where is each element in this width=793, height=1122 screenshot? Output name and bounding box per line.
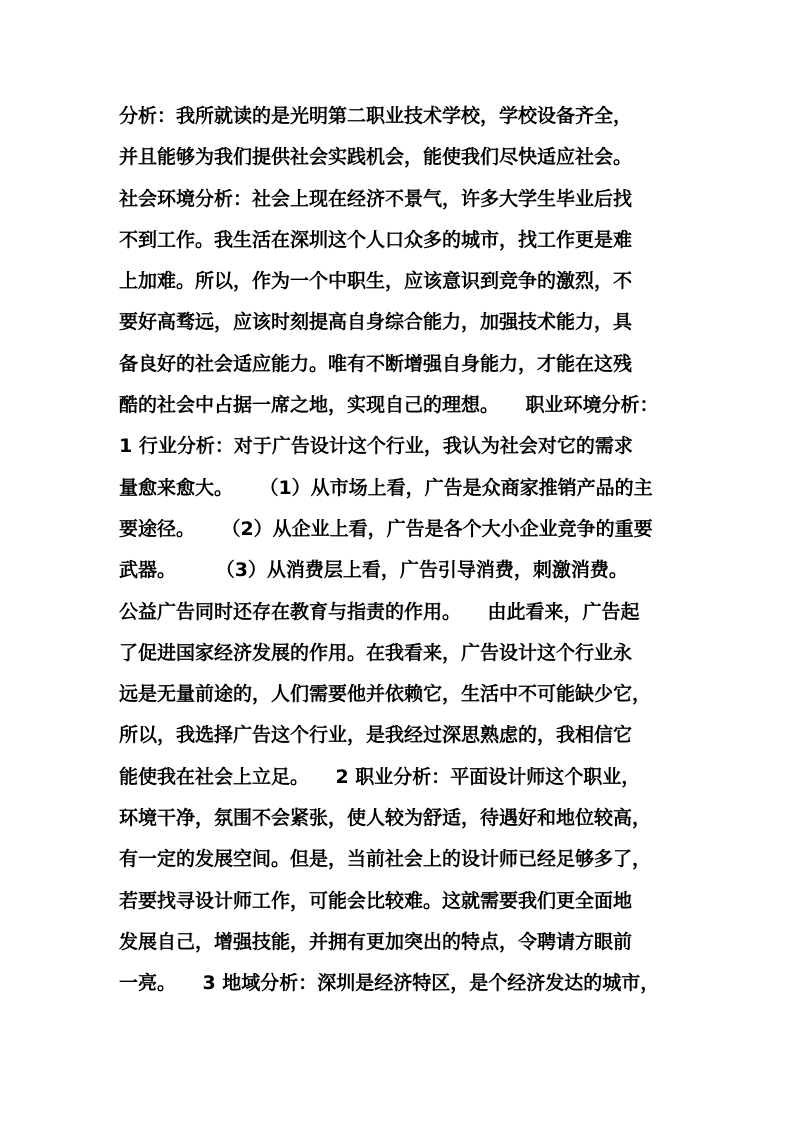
text-line: 了促进国家经济发展的作用。在我看来，广告设计这个行业永 bbox=[119, 641, 633, 664]
text-line: 要好高骛远，应该时刻提高自身综合能力，加强技术能力，具 bbox=[119, 311, 633, 334]
text-line: 分析：我所就读的是光明第二职业技术学校，学校设备齐全， bbox=[119, 105, 633, 127]
text-line: 有一定的发展空间。但是，当前社会上的设计师已经足够多了， bbox=[119, 848, 652, 871]
document-body bbox=[119, 96, 694, 1005]
text-line: 要途径。 （2）从企业上看，广告是各个大小企业竞争的重要 bbox=[119, 517, 653, 540]
text-line: 武器。 （3）从消费层上看，广告引导消费，刺激消费。 bbox=[119, 559, 628, 582]
text-line: 不到工作。我生活在深圳这个人口众多的城市，找工作更是难 bbox=[119, 228, 633, 251]
text-line: 酷的社会中占据一席之地，实现自己的理想。 职业环境分析： bbox=[119, 394, 659, 417]
text-line: 环境干净，氛围不会紧张，使人较为舒适，待遇好和地位较高， bbox=[119, 807, 652, 830]
text-line: 能使我在社会上立足。 2 职业分析：平面设计师这个职业， bbox=[119, 765, 641, 788]
text-line: 发展自己，增强技能，并拥有更加突出的特点，令聘请方眼前 bbox=[119, 930, 633, 953]
text-line: 所以，我选择广告这个行业，是我经过深思熟虑的，我相信它 bbox=[119, 724, 633, 747]
text-line: 备良好的社会适应能力。唯有不断增强自身能力，才能在这残 bbox=[119, 352, 633, 375]
text-line: 并且能够为我们提供社会实践机会，能使我们尽快适应社会。 bbox=[119, 146, 633, 169]
text-line: 量愈来愈大。 （1）从市场上看，广告是众商家推销产品的主 bbox=[119, 476, 653, 499]
text-line: 若要找寻设计师工作，可能会比较难。这就需要我们更全面地 bbox=[119, 889, 633, 912]
text-line: 远是无量前途的，人们需要他并依赖它，生活中不可能缺少它， bbox=[119, 683, 652, 706]
text-line: 1 行业分析：对于广告设计这个行业，我认为社会对它的需求 bbox=[119, 435, 633, 458]
text-line: 公益广告同时还存在教育与指责的作用。 由此看来，广告起 bbox=[119, 600, 640, 623]
text-line: 上加难。所以，作为一个中职生，应该意识到竞争的激烈，不 bbox=[119, 270, 633, 293]
text-line: 一亮。 3 地域分析：深圳是经济特区，是个经济发达的城市， bbox=[119, 972, 660, 995]
text-line: 社会环境分析：社会上现在经济不景气，许多大学生毕业后找 bbox=[119, 187, 633, 210]
